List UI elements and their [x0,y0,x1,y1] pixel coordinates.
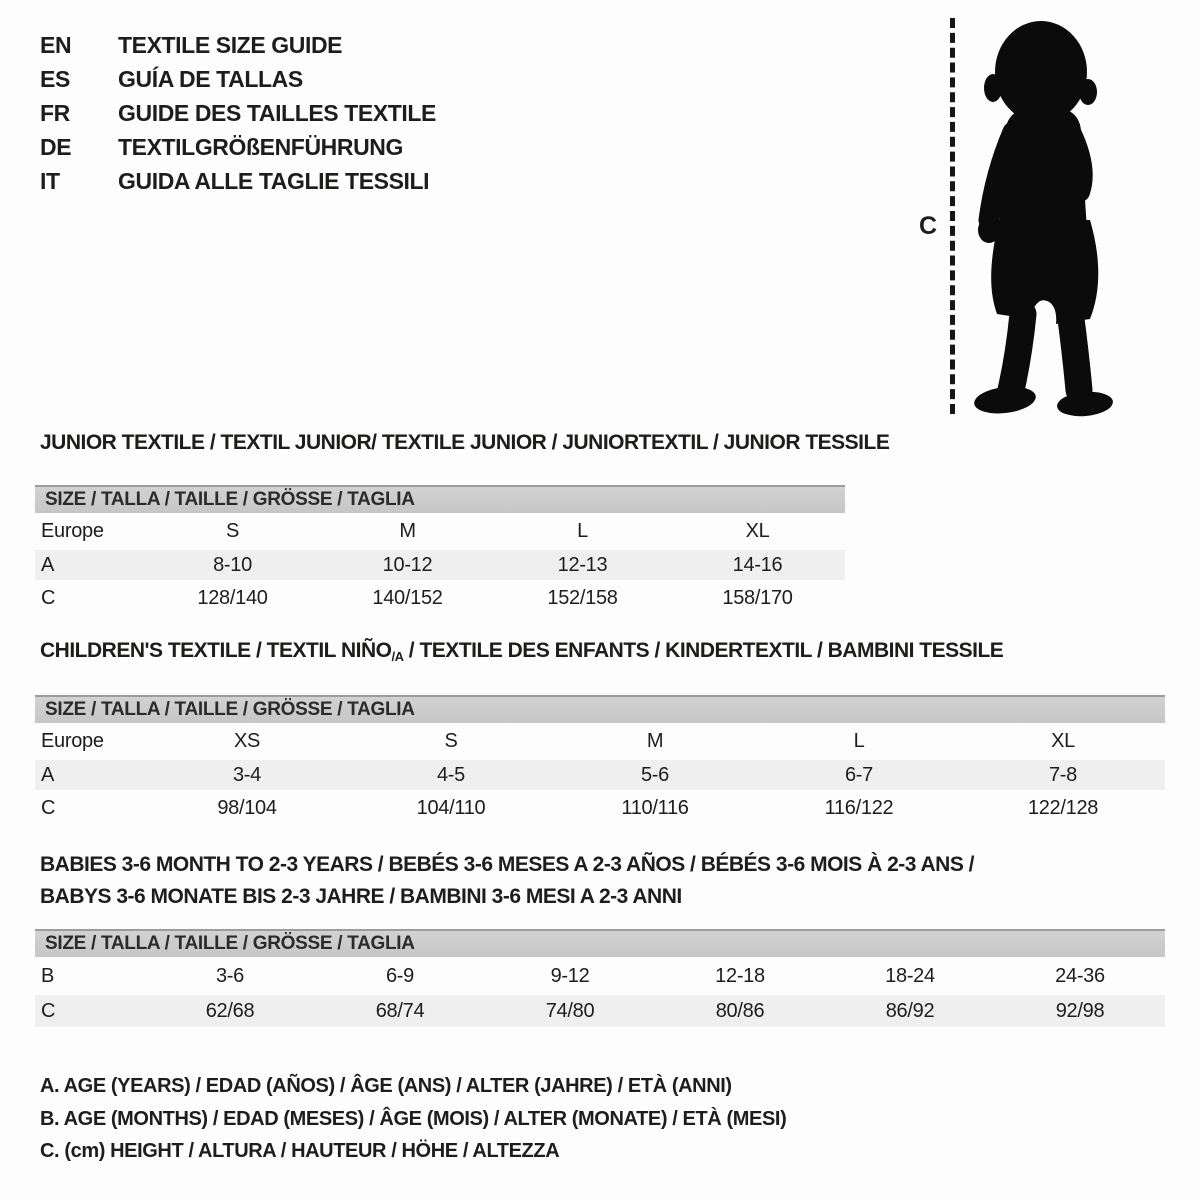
size-value: M [646,730,664,752]
height-value: 110/116 [621,796,689,819]
age-value: 6-7 [844,763,873,786]
junior-size-row [35,515,845,548]
lang-row-es [40,62,436,96]
age-months-value: 3-6 [215,964,244,987]
children-textile-section [35,639,1165,824]
baby-figure [905,16,1175,420]
children-age-row [35,760,1165,790]
size-value: XS [233,730,261,752]
height-value: 62/68 [205,999,255,1022]
size-value: XL [1051,730,1075,752]
height-value: 116/122 [824,796,894,819]
age-value: 12-13 [557,553,608,576]
age-value: 10-12 [382,553,433,576]
lang-row-de [40,130,436,164]
height-value: 68/74 [375,999,425,1022]
children-title-part1: CHILDREN'S TEXTILE / TEXTIL NIÑO [40,639,392,662]
row-label: C [41,999,56,1022]
height-measure-dashed-line [950,18,955,414]
row-label: C [41,586,56,609]
lang-code: ES [40,66,70,92]
note-age-months: B. AGE (MONTHS) / EDAD (MESES) / ÂGE (MOIS) / ALTER (MONATE) / ETÀ (MESI) [40,1107,787,1130]
height-value: 74/80 [545,999,595,1022]
note-height-cm: C. (cm) HEIGHT / ALTURA / HAUTEUR / HÖHE / ALTEZZA [40,1140,560,1162]
size-value: L [577,520,588,542]
babies-size-header-bar: SIZE / TALLA / TAILLE / GRÖSSE / TAGLIA [35,929,1165,957]
row-label: A [41,553,55,576]
height-value: 122/128 [1027,796,1099,819]
age-value: 7-8 [1048,763,1077,786]
height-value: 140/152 [372,586,443,609]
size-value: L [853,730,865,752]
height-value: 152/158 [547,586,618,609]
row-label: A [41,763,55,786]
lang-code: EN [40,32,72,58]
age-value: 8-10 [213,553,252,576]
lang-title: GUÍA DE TALLAS [118,66,303,92]
junior-section-title: JUNIOR TEXTILE / TEXTIL JUNIOR/ TEXTILE JUNIOR / JUNIORTEXTIL / JUNIOR TESSILE [40,431,890,454]
children-height-row [35,792,1165,824]
lang-title: TEXTILGRÖßENFÜHRUNG [118,134,403,160]
europe-label: Europe [41,520,104,542]
lang-row-en [40,28,436,62]
age-value: 14-16 [732,553,783,576]
children-section-title [40,639,1165,665]
size-value: S [444,730,458,752]
size-value: M [399,520,416,542]
age-months-value: 6-9 [385,964,414,987]
lang-title: TEXTILE SIZE GUIDE [118,32,343,58]
children-size-row [35,725,1165,758]
babies-age-row [35,959,1165,993]
junior-age-row [35,550,845,580]
lang-title: GUIDA ALLE TAGLIE TESSILI [118,168,430,194]
age-value: 3-4 [232,763,261,786]
lang-title: GUIDE DES TAILLES TEXTILE [118,100,436,126]
age-months-value: 18-24 [885,964,935,987]
language-title-list [40,28,436,198]
lang-row-it [40,164,436,198]
baby-silhouette-icon [967,18,1139,418]
size-value: S [225,520,240,542]
lang-row-fr [40,96,436,130]
height-value: 104/110 [416,796,486,819]
lang-code: DE [40,134,72,160]
row-label: C [41,796,56,819]
junior-height-row [35,582,845,614]
age-months-value: 9-12 [550,964,590,987]
height-value: 86/92 [885,999,935,1022]
age-months-value: 24-36 [1055,964,1105,987]
babies-height-row [35,995,1165,1027]
note-age-years: A. AGE (YEARS) / EDAD (AÑOS) / ÂGE (ANS) / ALTER (JAHRE) / ETÀ (ANNI) [40,1075,732,1097]
lang-code: FR [40,100,70,126]
height-value: 92/98 [1055,999,1105,1022]
legend-notes [40,1070,786,1168]
height-value: 80/86 [715,999,765,1022]
lang-code: IT [40,168,60,194]
height-c-label: C [919,212,937,240]
row-label: B [41,964,55,987]
height-value: 128/140 [197,586,268,609]
babies-title-line2: BABYS 3-6 MONATE BIS 2-3 JAHRE / BAMBINI 3-6 MESI A 2-3 ANNI [40,885,682,908]
babies-textile-section [35,849,1165,1027]
children-title-sub: /A [391,649,404,664]
height-value: 98/104 [217,796,277,819]
age-value: 5-6 [640,763,669,786]
age-value: 4-5 [436,763,465,786]
junior-textile-section [35,431,890,614]
height-value: 158/170 [722,586,793,609]
europe-label: Europe [41,730,104,752]
children-title-part2: / TEXTILE DES ENFANTS / KINDERTEXTIL / BAMBINI TESSILE [403,639,1004,662]
babies-section-title [40,849,1165,913]
children-size-header-bar: SIZE / TALLA / TAILLE / GRÖSSE / TAGLIA [35,695,1165,723]
size-value: XL [745,520,770,542]
junior-size-header-bar: SIZE / TALLA / TAILLE / GRÖSSE / TAGLIA [35,485,845,513]
age-months-value: 12-18 [715,964,765,987]
babies-title-line1: BABIES 3-6 MONTH TO 2-3 YEARS / BEBÉS 3-6 MESES A 2-3 AÑOS / BÉBÉS 3-6 MOIS À 2-3 ANS / [40,853,975,876]
